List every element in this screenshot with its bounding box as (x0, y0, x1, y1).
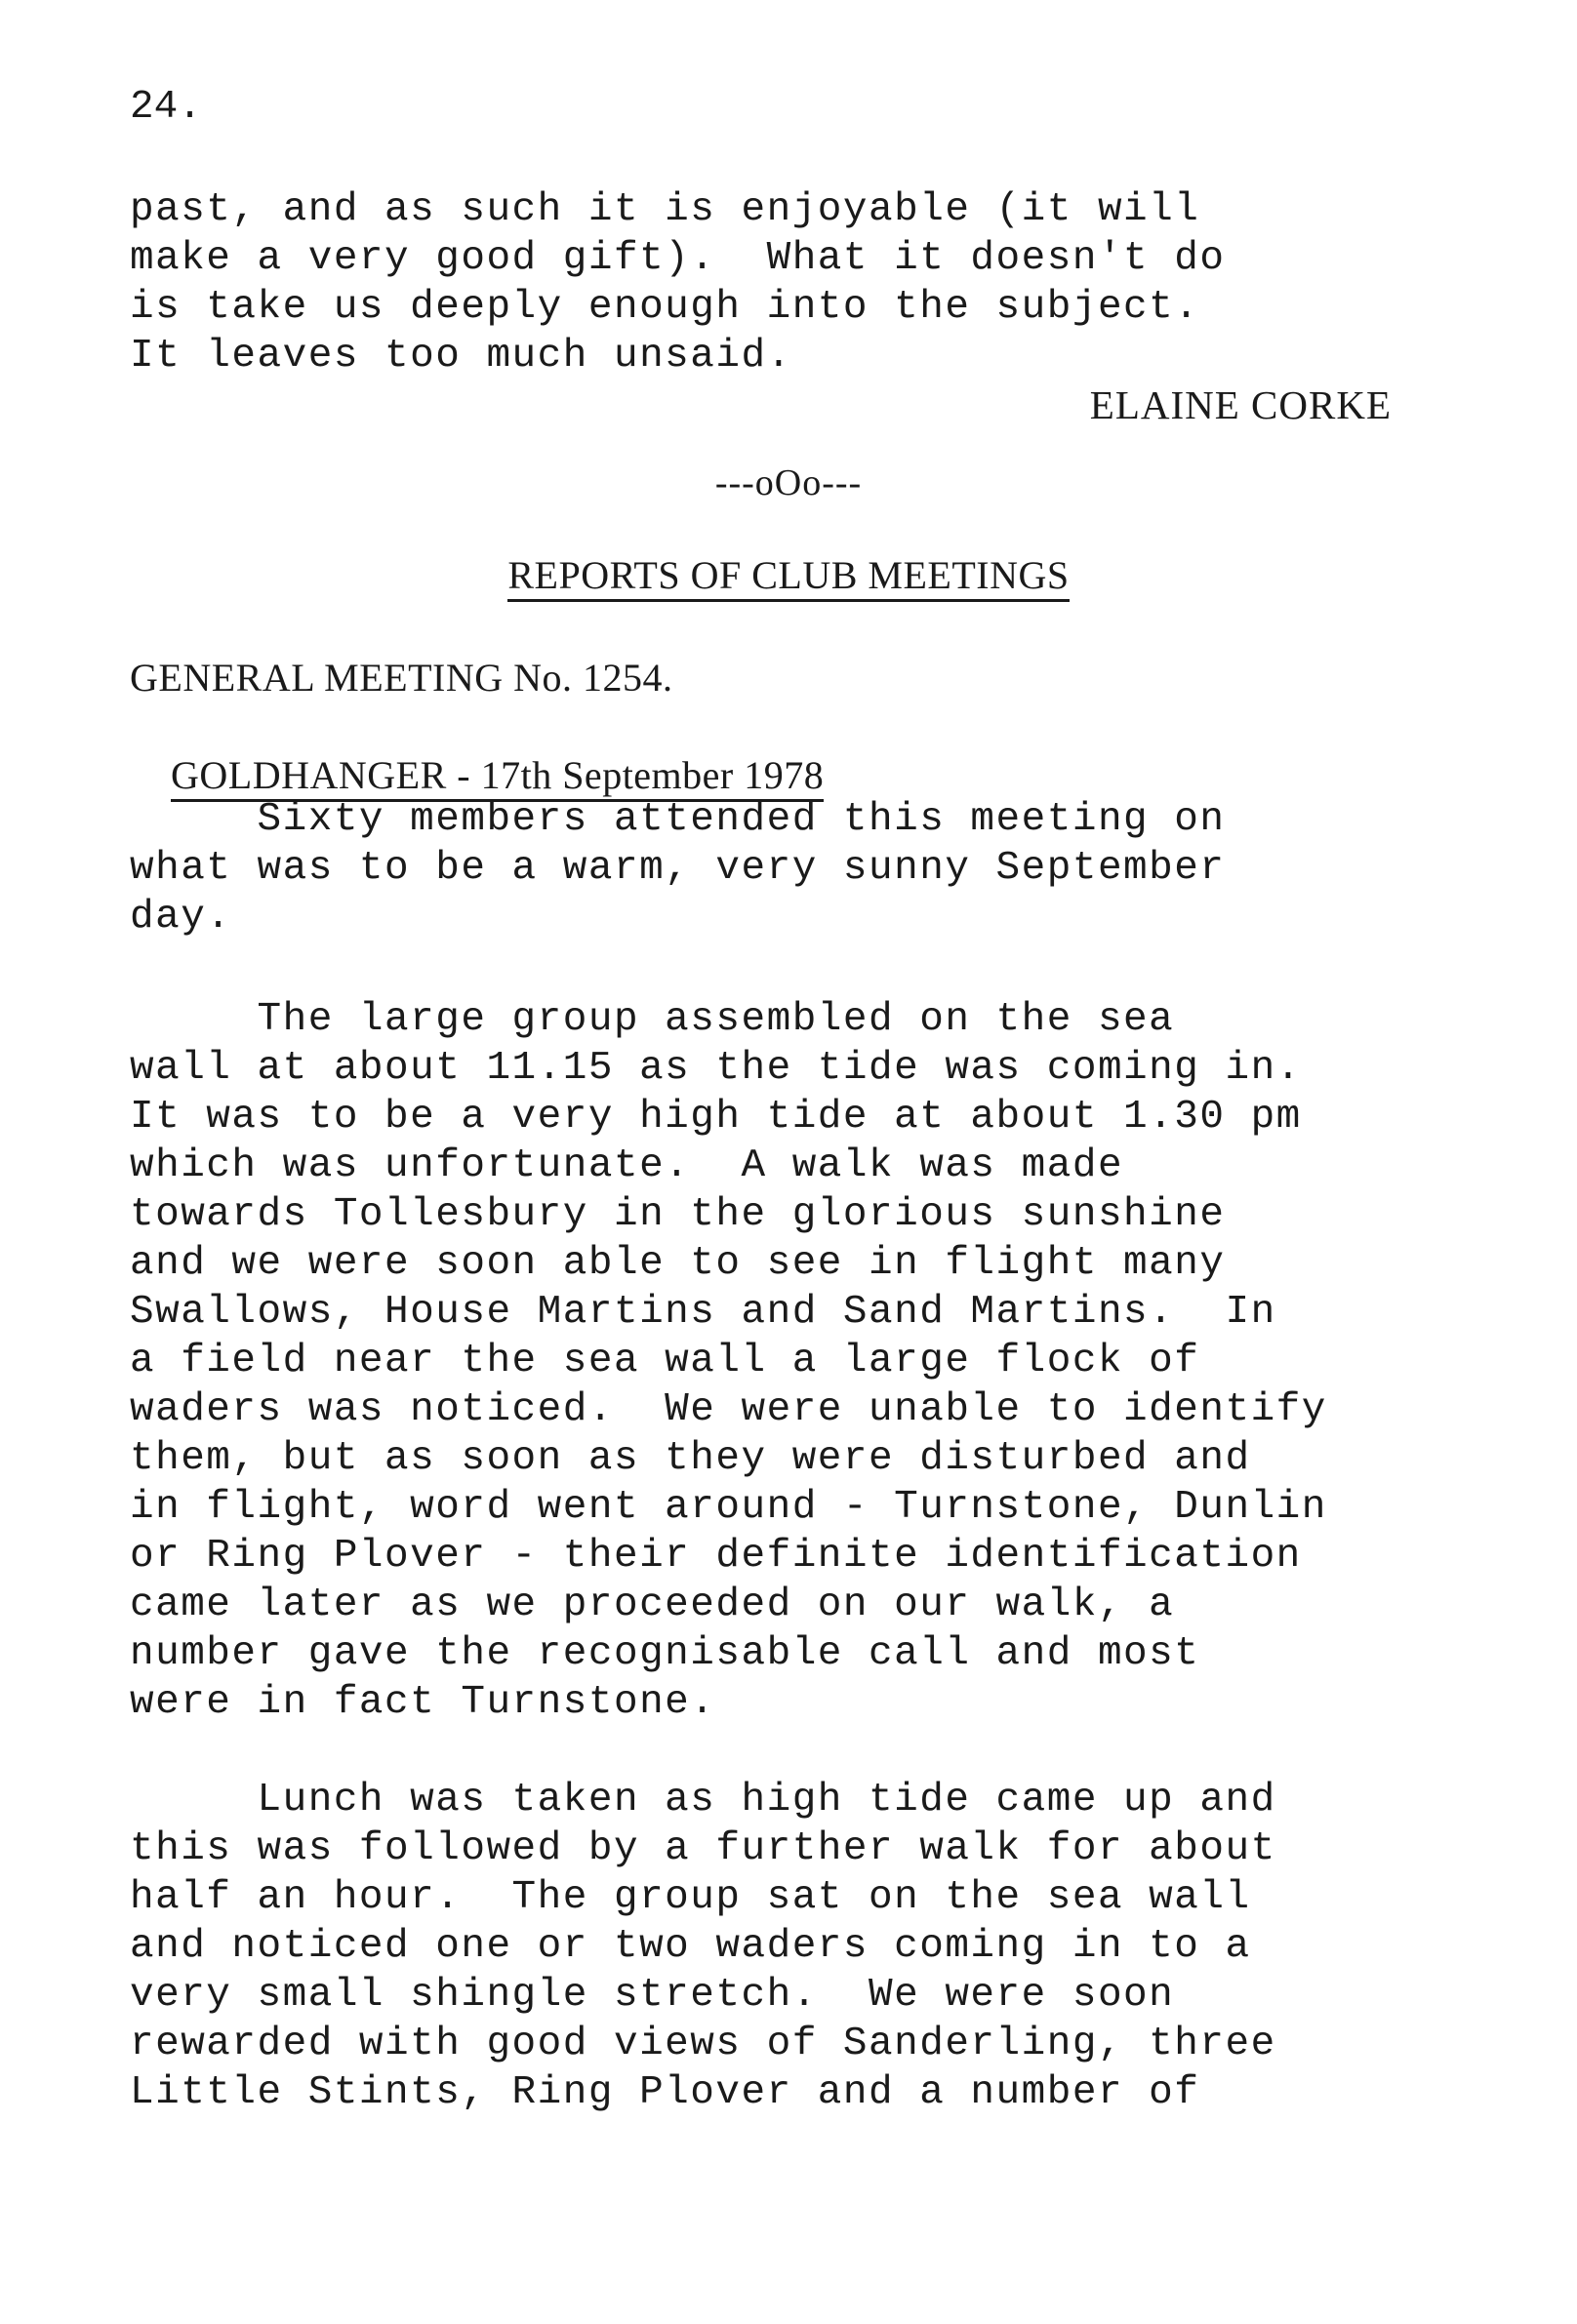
paragraph-line: a field near the sea wall a large flock of (130, 1339, 1200, 1383)
paragraph-line: very small shingle stretch. We were soon (130, 1973, 1175, 2018)
paragraph-line: waders was noticed. We were unable to identify (130, 1387, 1327, 1432)
paragraph-line: half an hour. The group sat on the sea wall (130, 1875, 1251, 1920)
review-author: ELAINE CORKE (1089, 382, 1392, 427)
paragraph-line: The large group assembled on the sea (130, 997, 1175, 1042)
page-number: 24. (130, 85, 202, 130)
paragraph-line: which was unfortunate. A walk was made (130, 1143, 1124, 1188)
paragraph-line: Swallows, House Martins and Sand Martins. In (130, 1290, 1276, 1335)
paragraph-line: in flight, word went around - Turnstone, Dunlin (130, 1485, 1327, 1530)
review-line: make a very good gift). What it doesn't do (130, 236, 1226, 281)
paragraph-line: It was to be a very high tide at about 1.30 pm (130, 1095, 1302, 1140)
paragraph-line: and noticed one or two waders coming in to a (130, 1924, 1251, 1969)
paragraph-line: came later as we proceeded on our walk, a (130, 1583, 1175, 1627)
paragraph-line: what was to be a warm, very sunny September (130, 846, 1226, 891)
section-title-text: REPORTS OF CLUB MEETINGS (507, 553, 1069, 602)
paragraph-line: and we were soon able to see in flight many (130, 1241, 1226, 1286)
paragraph-line: this was followed by a further walk for about (130, 1826, 1276, 1871)
paragraph-line: number gave the recognisable call and most (130, 1631, 1200, 1676)
paragraph-line: rewarded with good views of Sanderling, three (130, 2022, 1276, 2066)
review-line: is take us deeply enough into the subject. (130, 285, 1200, 330)
meeting-place-date-text: GOLDHANGER - 17th September 1978 (171, 753, 824, 802)
paragraph-line: towards Tollesbury in the glorious sunshine (130, 1192, 1226, 1237)
paragraph-line: Little Stints, Ring Plover and a number of (130, 2070, 1200, 2115)
review-line: It leaves too much unsaid. (130, 334, 792, 379)
paragraph-line: Sixty members attended this meeting on (130, 797, 1226, 842)
separator: ---oOo--- (714, 462, 863, 503)
paragraph-line: wall at about 11.15 as the tide was coming in. (130, 1046, 1302, 1091)
meeting-number: GENERAL MEETING No. 1254. (130, 656, 673, 700)
paragraph-line: them, but as soon as they were disturbed and (130, 1436, 1251, 1481)
paragraph-line: were in fact Turnstone. (130, 1680, 716, 1725)
section-title (0, 551, 1577, 600)
review-line: past, and as such it is enjoyable (it will (130, 187, 1200, 232)
paragraph-line: or Ring Plover - their definite identification (130, 1534, 1302, 1579)
paragraph-line: Lunch was taken as high tide came up and (130, 1778, 1276, 1823)
paragraph-line: day. (130, 895, 232, 940)
